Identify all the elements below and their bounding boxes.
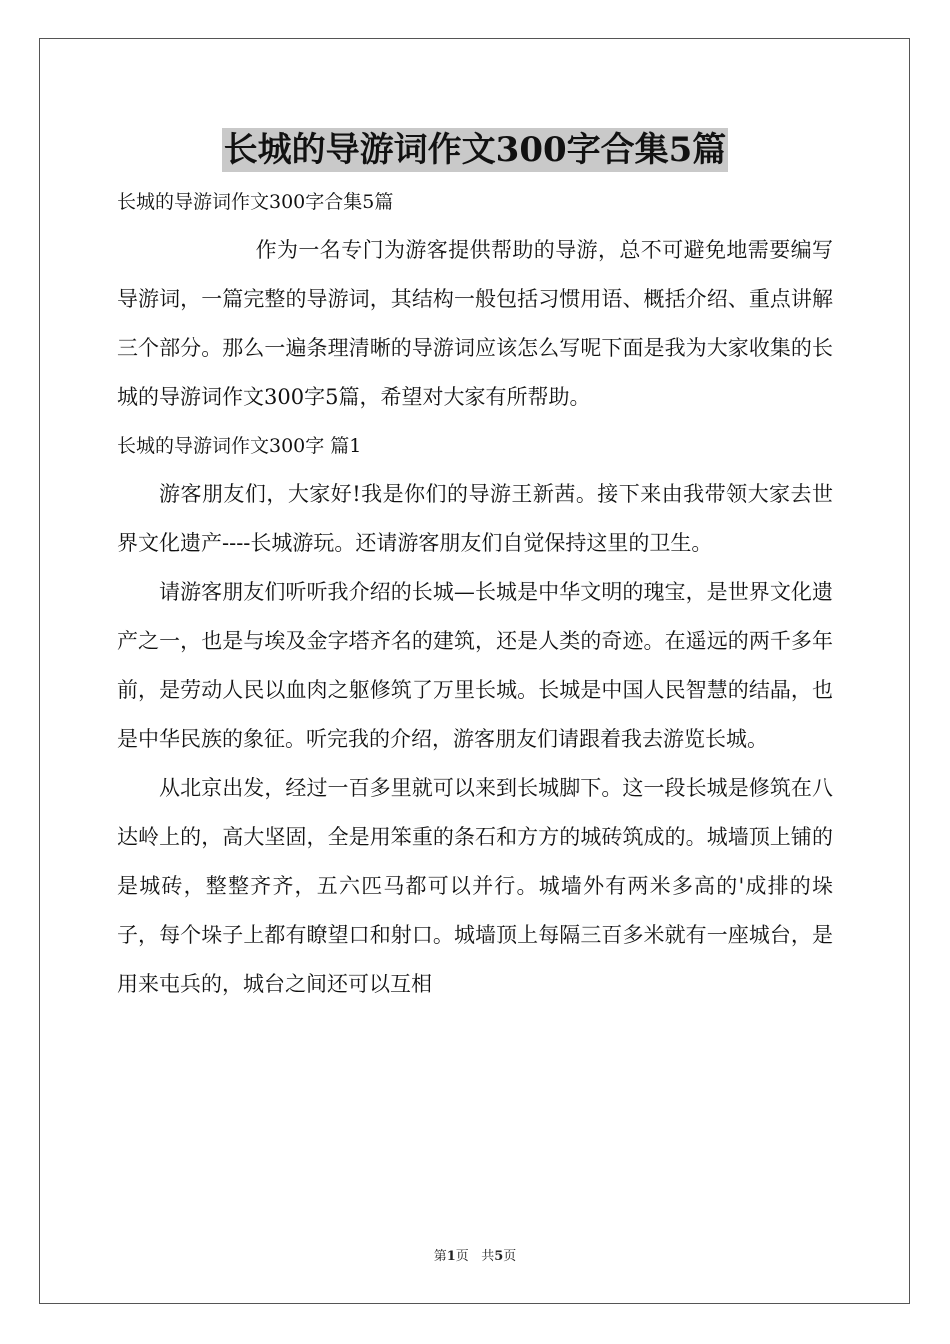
body-paragraph-2: 请游客朋友们听听我介绍的长城—长城是中华文明的瑰宝，是世界文化遗产之一，也是与埃及金字塔齐名的建筑，还是人类的奇迹。在遥远的两千多年前，是劳动人民以血肉之躯修筑了万里长城。长城是中国人民智慧的结晶，也是中华民族的象征。听完我的介绍，游客朋友们请跟着我去游览长城。 (117, 580, 833, 751)
footer-mid: 页 共 (455, 1249, 495, 1264)
title-container (0, 128, 950, 172)
footer-total-pages: 5 (494, 1249, 504, 1264)
document-title: 长城的导游词作文300字合集5篇 (223, 130, 727, 170)
footer-current-page: 1 (446, 1249, 456, 1264)
section-heading: 长城的导游词作文300字 篇1 (117, 435, 362, 457)
page-footer (0, 1248, 950, 1266)
body-paragraph-1: 游客朋友们，大家好!我是你们的导游王新茜。接下来由我带领大家去世界文化遗产----长城游玩。还请游客朋友们自觉保持这里的卫生。 (117, 482, 833, 555)
footer-suffix: 页 (503, 1249, 517, 1264)
intro-paragraph: 作为一名专门为游客提供帮助的导游，总不可避免地需要编写导游词，一篇完整的导游词，其结构一般包括习惯用语、概括介绍、重点讲解三个部分。那么一遍条理清晰的导游词应该怎么写呢下面是我为大家收集的长城的导游词作文300字5篇，希望对大家有所帮助。 (117, 238, 833, 409)
body-paragraph-3: 从北京出发，经过一百多里就可以来到长城脚下。这一段长城是修筑在八达岭上的，高大坚固，全是用笨重的条石和方方的城砖筑成的。城墙顶上铺的是城砖，整整齐齐，五六匹马都可以并行。城墙外有两米多高的'成排的垛子，每个垛子上都有瞭望口和射口。城墙顶上每隔三百多米就有一座城台，是用来屯兵的，城台之间还可以互相 (117, 776, 833, 996)
footer-prefix: 第 (433, 1249, 447, 1264)
document-body (117, 178, 833, 1009)
document-subtitle: 长城的导游词作文300字合集5篇 (117, 191, 394, 213)
